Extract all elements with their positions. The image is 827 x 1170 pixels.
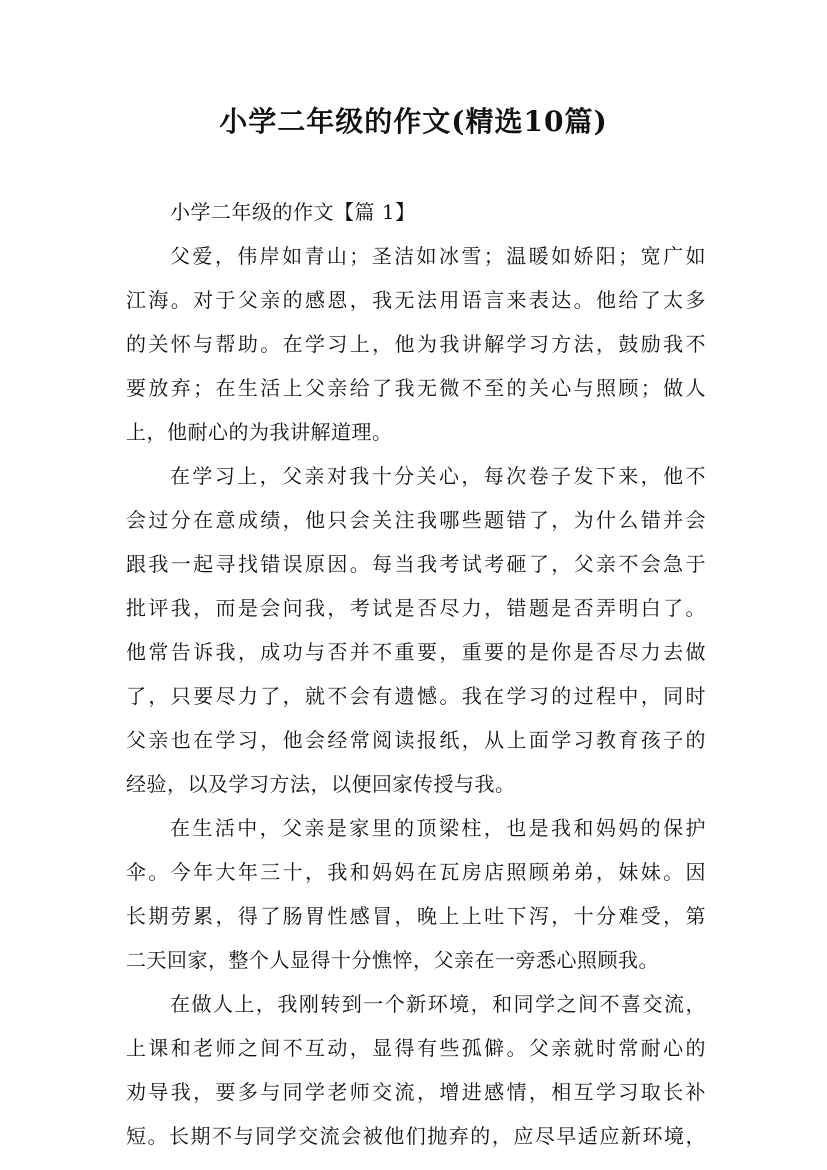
paragraph-line: 要放弃；在生活上父亲给了我无微不至的关心与照顾；做人 xyxy=(126,376,706,400)
paragraph-line: 长期劳累，得了肠胃性感冒，晚上上吐下泻，十分难受，第 xyxy=(126,904,706,928)
paragraph-line: 父亲也在学习，他会经常阅读报纸，从上面学习教育孩子的 xyxy=(126,728,706,752)
paragraph-line: 经验，以及学习方法，以便回家传授与我。 xyxy=(126,772,516,796)
paragraph-line: 跟我一起寻找错误原因。每当我考试考砸了，父亲不会急于 xyxy=(126,552,706,576)
paragraph-line: 会过分在意成绩，他只会关注我哪些题错了，为什么错并会 xyxy=(126,508,706,532)
paragraph-line: 二天回家，整个人显得十分憔悴，父亲在一旁悉心照顾我。 xyxy=(126,948,659,972)
paragraph-line: 上课和老师之间不互动，显得有些孤僻。父亲就时常耐心的 xyxy=(126,1036,706,1060)
paragraph-line: 上，他耐心的为我讲解道理。 xyxy=(126,420,393,444)
paragraph-line: 在学习上，父亲对我十分关心，每次卷子发下来，他不 xyxy=(170,464,706,488)
paragraph-line: 的关怀与帮助。在学习上，他为我讲解学习方法，鼓励我不 xyxy=(126,332,706,356)
paragraph-line: 短。长期不与同学交流会被他们抛弃的，应尽早适应新环境， xyxy=(126,1124,706,1148)
section-heading: 小学二年级的作文【篇 1】 xyxy=(170,200,416,224)
paragraph-line: 批评我，而是会问我，考试是否尽力，错题是否弄明白了。 xyxy=(126,596,706,620)
document-body xyxy=(126,190,706,1158)
paragraph-1 xyxy=(126,234,706,454)
paragraph-line: 江海。对于父亲的感恩，我无法用语言来表达。他给了太多 xyxy=(126,288,706,312)
paragraph-line: 父爱，伟岸如青山；圣洁如冰雪；温暖如娇阳；宽广如 xyxy=(170,244,706,268)
paragraph-line: 劝导我，要多与同学老师交流，增进感情，相互学习取长补 xyxy=(126,1080,706,1104)
paragraph-line: 了，只要尽力了，就不会有遗憾。我在学习的过程中，同时 xyxy=(126,684,706,708)
paragraph-4 xyxy=(126,982,706,1158)
paragraph-2 xyxy=(126,454,706,806)
paragraph-line: 伞。今年大年三十，我和妈妈在瓦房店照顾弟弟，妹妹。因 xyxy=(126,860,706,884)
paragraph-3 xyxy=(126,806,706,982)
document-title: 小学二年级的作文(精选10篇) xyxy=(219,105,608,138)
paragraph-line: 在生活中，父亲是家里的顶梁柱，也是我和妈妈的保护 xyxy=(170,816,706,840)
paragraph-line: 他常告诉我，成功与否并不重要，重要的是你是否尽力去做 xyxy=(126,640,706,664)
paragraph-line: 在做人上，我刚转到一个新环境，和同学之间不喜交流， xyxy=(170,992,706,1016)
